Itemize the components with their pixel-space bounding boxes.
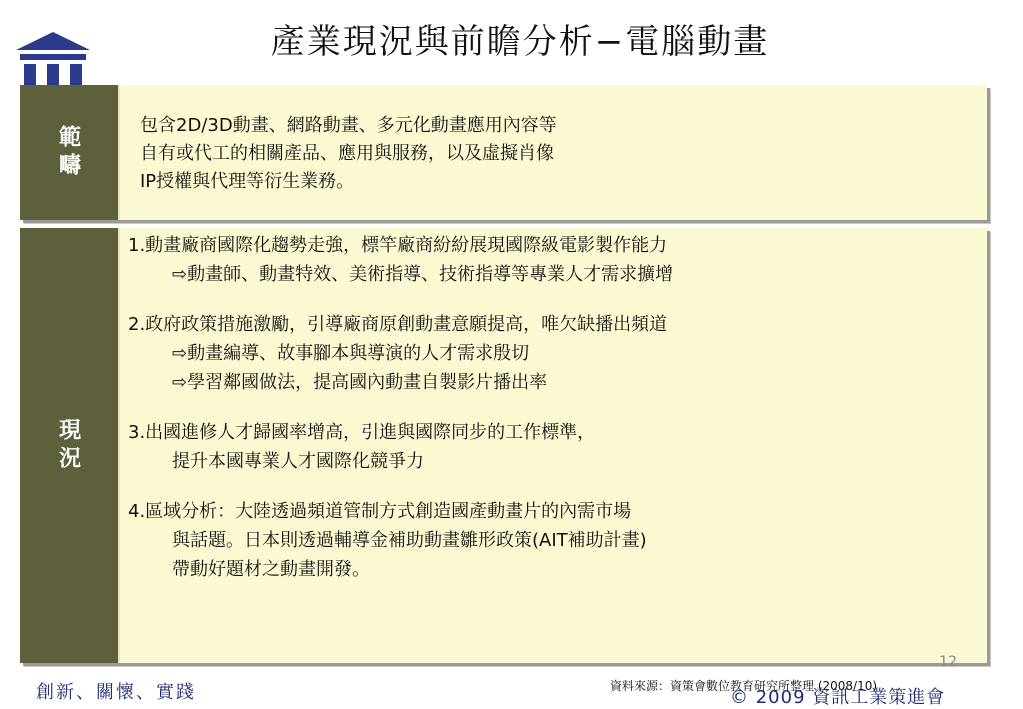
scope-line: 自有或代工的相關產品、應用與服務，以及虛擬肖像 (140, 143, 554, 164)
status-item-4-cont: 與話題。日本則透過輔導金補助動畫雛形政策(AIT補助計畫) (172, 530, 647, 551)
scope-line: IP授權與代理等衍生業務。 (140, 171, 355, 192)
status-item-1: 1.動畫廠商國際化趨勢走強，標竿廠商紛紛展現國際級電影製作能力 (128, 235, 668, 256)
status-content (128, 231, 673, 584)
status-label: 現況 (55, 417, 82, 474)
status-item-1-sub: ⇨動畫師、動畫特效、美術指導、技術指導等專業人才需求擴增 (172, 264, 674, 285)
status-item-4: 4.區域分析：大陸透過頻道管制方式創造國產動畫片的內需市場 (128, 501, 632, 522)
divider (118, 228, 120, 663)
footer-slogan: 創新、關懷、實踐 (36, 682, 196, 703)
status-item-3: 3.出國進修人才歸國率增高，引進與國際同步的工作標準， (128, 422, 596, 443)
scope-line: 包含2D/3D動畫、網路動畫、多元化動畫應用內容等 (140, 115, 557, 136)
scope-content (140, 112, 557, 196)
scope-label-box (20, 85, 118, 220)
status-item-3-cont: 提升本國專業人才國際化競爭力 (172, 451, 424, 472)
status-item-2-sub: ⇨學習鄰國做法，提高國內動畫自製影片播出率 (172, 372, 548, 393)
status-item-2: 2.政府政策措施激勵，引導廠商原創動畫意願提高，唯欠缺播出頻道 (128, 314, 668, 335)
page-number: 12 (939, 654, 957, 670)
status-label-box (20, 228, 118, 663)
status-item-2-sub: ⇨動畫編導、故事腳本與導演的人才需求殷切 (172, 343, 530, 364)
page-title: 產業現況與前瞻分析−電腦動畫 (270, 22, 770, 62)
scope-label: 範疇 (55, 124, 82, 181)
footer-source: 資料來源：資策會數位教育研究所整理 (2008/10) (610, 679, 878, 693)
footer-copyright: © 2009 資訊工業策進會 (730, 687, 946, 708)
divider (118, 85, 120, 220)
status-item-4-cont: 帶動好題材之動畫開發。 (172, 559, 370, 580)
